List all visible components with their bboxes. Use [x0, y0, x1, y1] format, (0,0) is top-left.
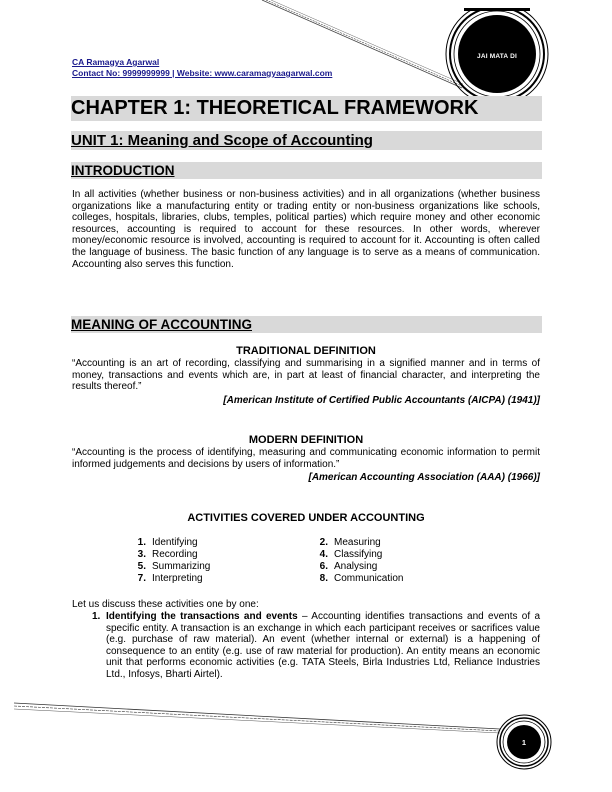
- modern-definition-heading: MODERN DEFINITION: [248, 434, 364, 446]
- activity-item: 8. Communication: [319, 573, 404, 584]
- activity-item: 1. Identifying: [137, 537, 198, 548]
- traditional-definition-text: “Accounting is an art of recording, classifying and summarising in a signified manner and in terms of money, transactions and events which are, in part at least of financial character, and interpreting the results thereof.”: [72, 358, 540, 393]
- traditional-definition-source: [American Institute of Certified Public Accountants (AICPA) (1941)]: [223, 395, 540, 406]
- activities-heading: ACTIVITIES COVERED UNDER ACCOUNTING: [187, 512, 425, 524]
- activity-item: 5. Summarizing: [137, 561, 211, 572]
- modern-definition-source: [American Accounting Association (AAA) (1966)]: [308, 472, 540, 483]
- author-info: [72, 57, 332, 79]
- page-number: 1: [521, 738, 527, 747]
- activity-detail-title: Identifying the transactions and events: [106, 611, 298, 622]
- activity-detail-text: – Accounting identifies transactions and events of a specific entity. A transaction is an exchange in which each participant receives or sacrifices value (e.g. purchase of raw material). An event (whether internal or external) is a happening of consequence to an entity (e.g. use of raw material for production). An entity means an economic unit that performs economic activities (e.g. TATA Steels, Birla Industries Ltd, Reliance Industries Ltd., Infosys, Bharti Airtel).: [106, 611, 541, 680]
- activity-detail-number: 1.: [92, 611, 101, 622]
- meaning-heading: MEANING OF ACCOUNTING: [71, 316, 542, 333]
- author-contact: Contact No: 9999999999 | Website: www.caramagyaagarwal.com: [72, 68, 333, 78]
- activity-item: 6. Analysing: [319, 561, 378, 572]
- introduction-paragraph: In all activities (whether business or non-business activities) and in all organizations (whether business organizations like a manufacturing entity or trading entity or non-business organizations like schools, colleges, hospitals, libraries, clubs, temples, political parties) which require money and other economic resources, accounting is required to account for these resources. In other words, wherever money/economic resource is involved, accounting is required to account for it. Accounting is often called the language of business. The basic function of any language is to serve as a means of communication. Accounting also serves this function.: [72, 189, 540, 270]
- chapter-title: CHAPTER 1: THEORETICAL FRAMEWORK: [71, 96, 542, 121]
- activity-item: 4. Classifying: [319, 549, 383, 560]
- activity-detail-item: [92, 611, 540, 681]
- unit-title: UNIT 1: Meaning and Scope of Accounting: [71, 131, 542, 150]
- activity-item: 2. Measuring: [319, 537, 381, 548]
- traditional-definition-heading: TRADITIONAL DEFINITION: [236, 345, 376, 357]
- activities-intro-line: Let us discuss these activities one by one:: [72, 599, 259, 610]
- introduction-heading: INTRODUCTION: [71, 162, 542, 179]
- author-name: CA Ramagya Agarwal: [72, 57, 160, 67]
- logo-text: JAI MATA DI: [477, 53, 517, 60]
- activity-item: 7. Interpreting: [137, 573, 203, 584]
- modern-definition-text: “Accounting is the process of identifying, measuring and communicating economic information to permit informed judgements and decisions by users of information.”: [72, 447, 540, 470]
- activity-item: 3. Recording: [137, 549, 198, 560]
